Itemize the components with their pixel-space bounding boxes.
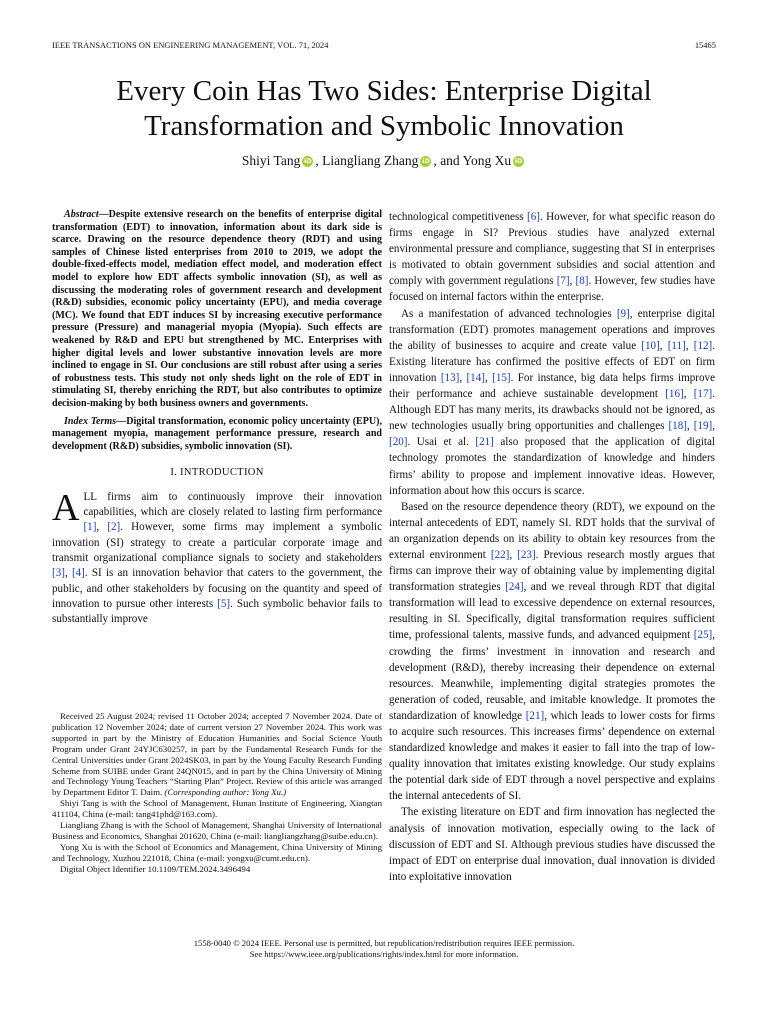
intro-paragraph (52, 486, 383, 628)
citation-link[interactable]: [1] (83, 521, 97, 534)
citation-link[interactable]: [8] (575, 275, 589, 288)
abstract (52, 209, 382, 411)
footnote-text: Received 25 August 2024; revised 11 October 2024; accepted 7 November 2024. Date of publication 12 November 2024; date of current version 27 November 2024. This work was supported in part by the Ministry of Education Humanities and Social Science Youth Program under Grant 24YJC630257, in part by the Fundamental Research Funds for the Central Universities under Grant 2024SK03, in part by the Young Faculty Research Funding Scheme from SUIBE under Grant 24QN015, and in part by the China University of Mining and Technology Young Teachers “Starting Plan” Project. Review of this article was arranged by Department Editor T. Daim. (52, 711, 382, 798)
left-column (52, 209, 382, 628)
citation-link[interactable]: [7] (556, 275, 570, 288)
body-text: . For instance, big data helps firms improve their performance and achieve sustainable development (389, 371, 716, 401)
body-text: , (509, 548, 518, 561)
citation-link[interactable]: [21] (525, 709, 545, 722)
body-paragraph (389, 306, 715, 499)
citation-link[interactable]: [21] (475, 436, 494, 449)
body-text: , (686, 420, 694, 433)
copyright-footer (40, 938, 728, 960)
body-text: As a manifestation of advanced technologies (401, 307, 617, 320)
body-text: . Although EDT has many merits, its drawbacks should not be ignored, as new technologies usually bring opportunities and challenges (389, 388, 715, 433)
section-heading (52, 465, 382, 480)
citation-link[interactable]: [9] (616, 307, 630, 320)
abstract-text: —Despite extensive research on the benefits of enterprise digital transformation (EDT) to innovation, information about its dark side is scarce. Drawing on the resource dependence theory (RDT) and using samples of Chinese listed enterprises from 2010 to 2019, we adopt the double-fixed-effects model, mediation effect model, and moderation effect model to explore how EDT affects symbolic innovation (SI), as well as discussing the moderating roles of government research and development (R&D) subsidies, economic policy uncertainty (EPU), and media coverage (MC). We found that EDT induces SI by increasing executive performance pressure (Pressure) and managerial myopia (Myopia). Such effects are weakened by R&D and EPU but strengthened by MC. Enterprises with higher digital levels and lower substantive innovation levels are more inclined to engage in SI. Our conclusions are still robust after using a series of robustness tests. This study not only sheds light on the role of EDT in stimulating SI, thereby enriching the RDT, but also contributes to optimize decision-making by both business owners and governments. (52, 209, 382, 409)
citation-link[interactable]: [20] (389, 436, 408, 449)
body-text: . SI is an innovation behavior that caters to the government, the public, and other stakeholders by focusing on the quantity and speed of innovation to pursue other interests (52, 567, 383, 611)
body-text: , (569, 275, 576, 288)
citation-link[interactable]: [18] (668, 420, 687, 433)
index-terms (52, 416, 382, 454)
citation-link[interactable]: [22] (490, 548, 510, 561)
citation-link[interactable]: [12] (693, 339, 713, 352)
running-head (52, 41, 716, 53)
citation-link[interactable]: [13] (440, 371, 460, 384)
citation-link[interactable]: [15] (492, 371, 511, 384)
index-terms-text: —Digital transformation, economic policy uncertainty (EPU), management myopia, management performance pressure, research and development (R&D) subsidies, symbolic innovation (SI). (52, 415, 382, 452)
orcid-icon[interactable]: iD (304, 157, 312, 165)
body-text: , (659, 339, 668, 352)
body-text: . However, for what specific reason do firms engage in SI? Previous studies have analyzed external environmental pressure and compliance, suggesting that SI in enterprises is motivated to obtain government subsidies and social attention and comply with government regulations (389, 211, 715, 288)
body-text: The existing literature on EDT and firm innovation has neglected the analysis of innovation motivation, especially owing to the lack of discussion of EDT and SI. Although previous studies have discussed the impact of EDT on enterprise dual innovation, dual innovation is divided into exploitative innovation (389, 806, 715, 883)
body-text: LL firms aim to continuously improve their innovation capabilities, which are closely related to lasting firm performance (83, 490, 382, 518)
footnote-affiliation-xu: Yong Xu is with the School of Economics and Management, China University of Mining and Technology, Xuzhou 221018, China (e-mail: yongxu@cumt.edu.cn). (52, 841, 382, 863)
body-text: . Previous research mostly argues that firms can improve their way of obtaining value by implementing digital transformation strategies (389, 548, 715, 594)
copyright-line: 1558-0040 © 2024 IEEE. Personal use is permitted, but republication/redistribution requires IEEE permission. (193, 938, 575, 948)
orcid-icon[interactable]: iD (422, 157, 430, 165)
rights-link-line[interactable]: See https://www.ieee.org/publications/rights/index.html for more information. (249, 949, 519, 959)
citation-link[interactable]: [19] (693, 420, 713, 433)
citation-link[interactable]: [10] (641, 339, 660, 352)
footnote-affiliation-tang: Shiyi Tang is with the School of Management, Hunan Institute of Engineering, Xiangtan 411104, China (e-mail: tang41phd@163.com). (52, 798, 382, 820)
index-terms-label: Index Terms (64, 415, 117, 427)
orcid-icon[interactable]: iD (514, 157, 523, 165)
body-text: Based on the resource dependence theory (RDT), we expound on the internal antecedents of EDT, namely SI. RDT holds that the survival of an organization depends on its ability to obtain key resources from the external environment (389, 500, 715, 561)
abstract-label: Abstract (64, 209, 99, 220)
author-separator: , and (433, 153, 463, 168)
body-text: , (685, 339, 694, 352)
citation-link[interactable]: [6] (527, 211, 540, 223)
journal-name: IEEE TRANSACTIONS ON ENGINEERING MANAGEMENT, VOL. 71, 2024 (52, 41, 329, 50)
author-name: Yong Xu (462, 153, 512, 168)
body-text: . Usai et al. (407, 436, 476, 449)
corresponding-author: (Corresponding author: Yong Xu.) (164, 787, 287, 798)
body-text: , (96, 521, 108, 534)
citation-link[interactable]: [5] (217, 598, 231, 611)
drop-cap: A (52, 486, 80, 529)
body-text: , (64, 567, 72, 580)
body-text: , and we reveal through RDT that digital transformation will lead to excessive dependence on external resources, resulting in SI. Specifically, digital transformation requires sufficient time, professional talents, massive funds, and advanced equipment (389, 581, 715, 642)
body-text: , (484, 371, 493, 384)
body-text: , enterprise digital transformation (EDT) promotes management operations and improves the ability of businesses to acquire and create value (389, 307, 715, 352)
body-text: , which leads to lower costs for firms to acquire such resources. This increases firms’ dependence on external standardized knowledge and makes it easier to fall into the trap of low-quality innovation that imitates existing knowledge. Our study explains the potential dark side of EDT through a novel perspective and explains the internal antecedents of SI. (389, 709, 715, 803)
section-number: I. (170, 467, 178, 479)
body-text: technological competitiveness (389, 211, 527, 223)
footnote-received (52, 711, 382, 798)
paper-title-line-1: Every Coin Has Two Sides: Enterprise Digital (116, 75, 652, 107)
body-paragraph (389, 499, 715, 805)
right-column (389, 209, 715, 885)
body-text: , (683, 388, 694, 401)
body-text: . However, few studies have focused on internal factors within the enterprise. (389, 275, 715, 304)
author-name: Liangliang Zhang (322, 153, 419, 168)
section-title-rest: NTRODUCTION (183, 467, 264, 479)
page-number: 15465 (694, 41, 716, 50)
body-text: , (712, 420, 716, 433)
body-text: , (459, 371, 467, 384)
body-text: . However, some firms may implement a symbolic innovation (SI) strategy to create a particular corporate image and transmit organizational compliance signals to society and stakeholders (52, 521, 383, 564)
citation-link[interactable]: [3] (52, 567, 65, 580)
author-name: Shiyi Tang (241, 153, 301, 168)
citation-link[interactable]: [23] (517, 548, 536, 561)
body-text: . Existing literature has confirmed the positive effects of EDT on firm innovation (389, 339, 716, 384)
author-separator: , (315, 153, 323, 168)
citation-link[interactable]: [24] (505, 581, 524, 594)
body-text: also proposed that the application of digital technology promotes the standardization of knowledge and hinders firms’ ability to propose and implement innovative ideas. However, information about how this occurs is scarce. (389, 436, 715, 497)
citation-link[interactable]: [4] (71, 567, 85, 580)
paper-title-line-2: Transformation and Symbolic Innovation (144, 110, 624, 142)
section-title-first: I (180, 467, 184, 479)
first-page-footnote (52, 711, 382, 875)
citation-link[interactable]: [14] (466, 371, 485, 384)
citation-link[interactable]: [16] (665, 388, 684, 401)
footnote-affiliation-zhang: Liangliang Zhang is with the School of Management, Shanghai University of International Business and Economics, Shanghai 201620, China (e-mail: liangliangzhang@suibe.edu.cn). (52, 820, 382, 841)
body-text: , crowding the firms’ investment in innovation and research and development (R&D), thereby increasing their dependence on external resources. Meanwhile, implementing digital strategies promotes the generation of coded, reusable, and imitable knowledge. It promotes the standardization of knowledge (389, 629, 715, 722)
paper-title (40, 74, 728, 144)
citation-link[interactable]: [2] (107, 521, 121, 534)
citation-link[interactable]: [25] (693, 629, 713, 642)
author-list (40, 153, 728, 169)
footnote-doi: Digital Object Identifier 10.1109/TEM.2024.3496494 (60, 863, 251, 874)
body-text: . Such symbolic behavior fails to substantially improve (52, 598, 382, 626)
citation-link[interactable]: [11] (667, 339, 686, 352)
citation-link[interactable]: [17] (693, 388, 713, 401)
body-paragraph (389, 209, 715, 306)
body-paragraph (389, 804, 715, 884)
